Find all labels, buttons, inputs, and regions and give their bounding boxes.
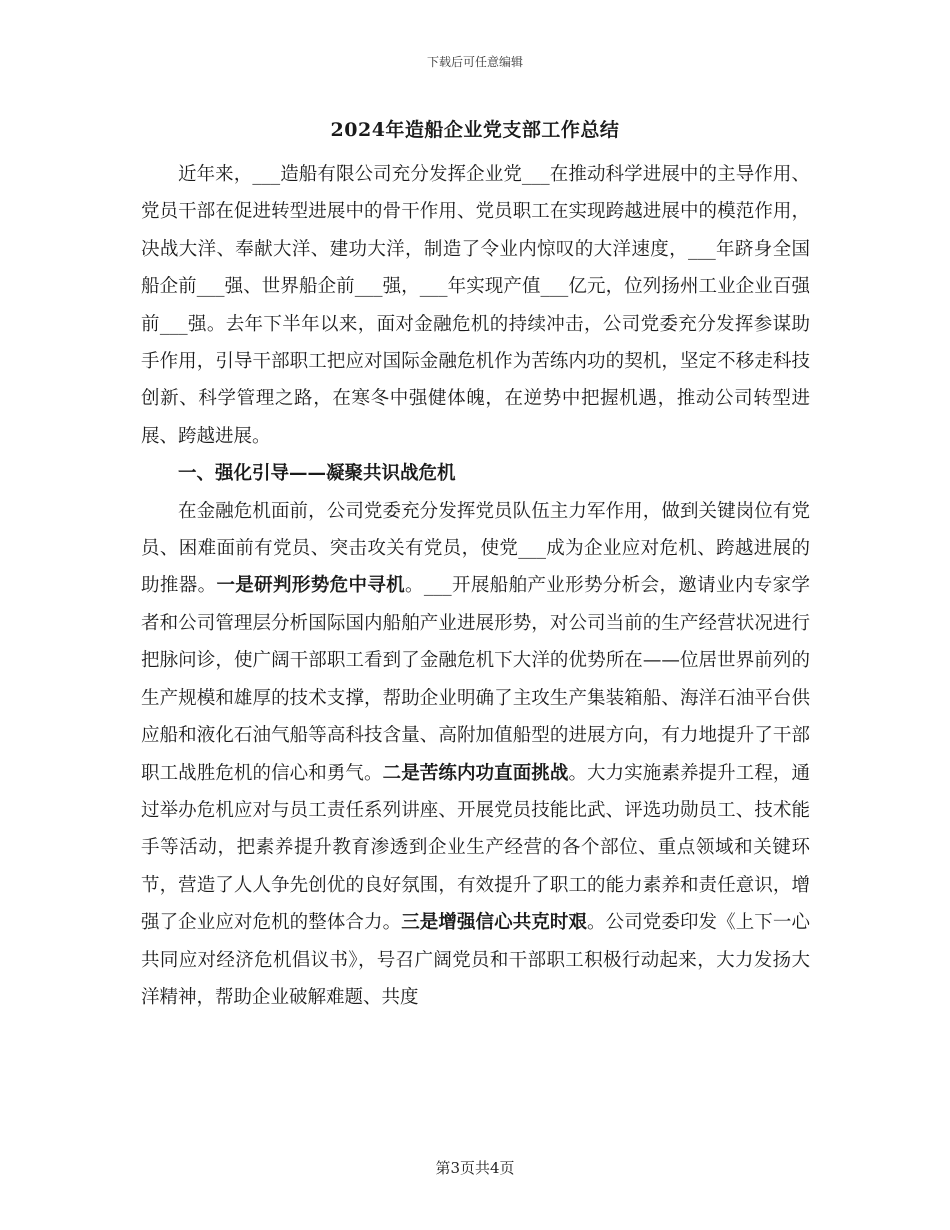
point1-title: 一是研判形势危中寻机 (216, 575, 406, 597)
point2-title: 二是苦练内功直面挑战 (382, 762, 569, 784)
intro-paragraph: 近年来，___造船有限公司充分发挥企业党___在推动科学进展中的主导作用、党员干部在促进转型进展中的骨干作用、党员职工在实现跨越进展中的模范作用，决战大洋、奉献大洋、建功大洋，制造了令业内惊叹的大洋速度，___年跻身全国船企前___强、世界船企前___强，___年实现产值___亿元，位列扬州工业企业百强前___强。去年下半年以来，面对金融危机的持续冲击，公司党委充分发挥参谋助手作用，引导干部职工把应对国际金融危机作为苦练内功的契机，坚定不移走科技创新、科学管理之路，在寒冬中强健体魄，在逆势中把握机遇，推动公司转型进展、跨越进展。 (141, 164, 810, 447)
point2-text: 。大力实施素养提升工程，通过举办危机应对与员工责任系列讲座、开展党员技能比武、评选功勋员工、技术能手等活动，把素养提升教育渗透到企业生产经营的各个部位、重点领域和关键环节，营造了人人争先创优的良好氛围，有效提升了职工的能力素养和责任意识，增强了企业应对危机的整体合力。 (141, 762, 810, 934)
document-body (141, 156, 810, 1016)
document-title: 2024年造船企业党支部工作总结 (330, 119, 620, 141)
section-heading: 一、强化引导——凝聚共识战危机 (178, 463, 456, 485)
point3-title: 三是增强信心共克时艰 (401, 912, 588, 934)
section-paragraph (141, 493, 810, 1017)
page-header: 下载后可任意编辑 (426, 55, 523, 69)
point1-text: 。___开展船舶产业形势分析会，邀请业内专家学者和公司管理层分析国际国内船舶产业进展形势，对公司当前的生产经营状况进行把脉问诊，使广阔干部职工看到了金融危机下大洋的优势所在——位居世界前列的生产规模和雄厚的技术支撑，帮助企业明确了主攻生产集装箱船、海洋石油平台供应船和液化石油气船等高科技含量、高附加值船型的进展方向，有力地提升了干部职工战胜危机的信心和勇气。 (141, 575, 810, 784)
point3-text: 。公司党委印发《上下一心共同应对经济危机倡议书》，号召广阔党员和干部职工积极行动起来，大力发扬大洋精神，帮助企业破解难题、共度 (141, 912, 810, 1008)
page-footer: 第3页共4页 (435, 1159, 515, 1177)
section-intro-text: 在金融危机面前，公司党委充分发挥党员队伍主力军作用，做到关键岗位有党员、困难面前有党员、突击攻关有党员，使党___成为企业应对危机、跨越进展的助推器。 (141, 500, 810, 597)
